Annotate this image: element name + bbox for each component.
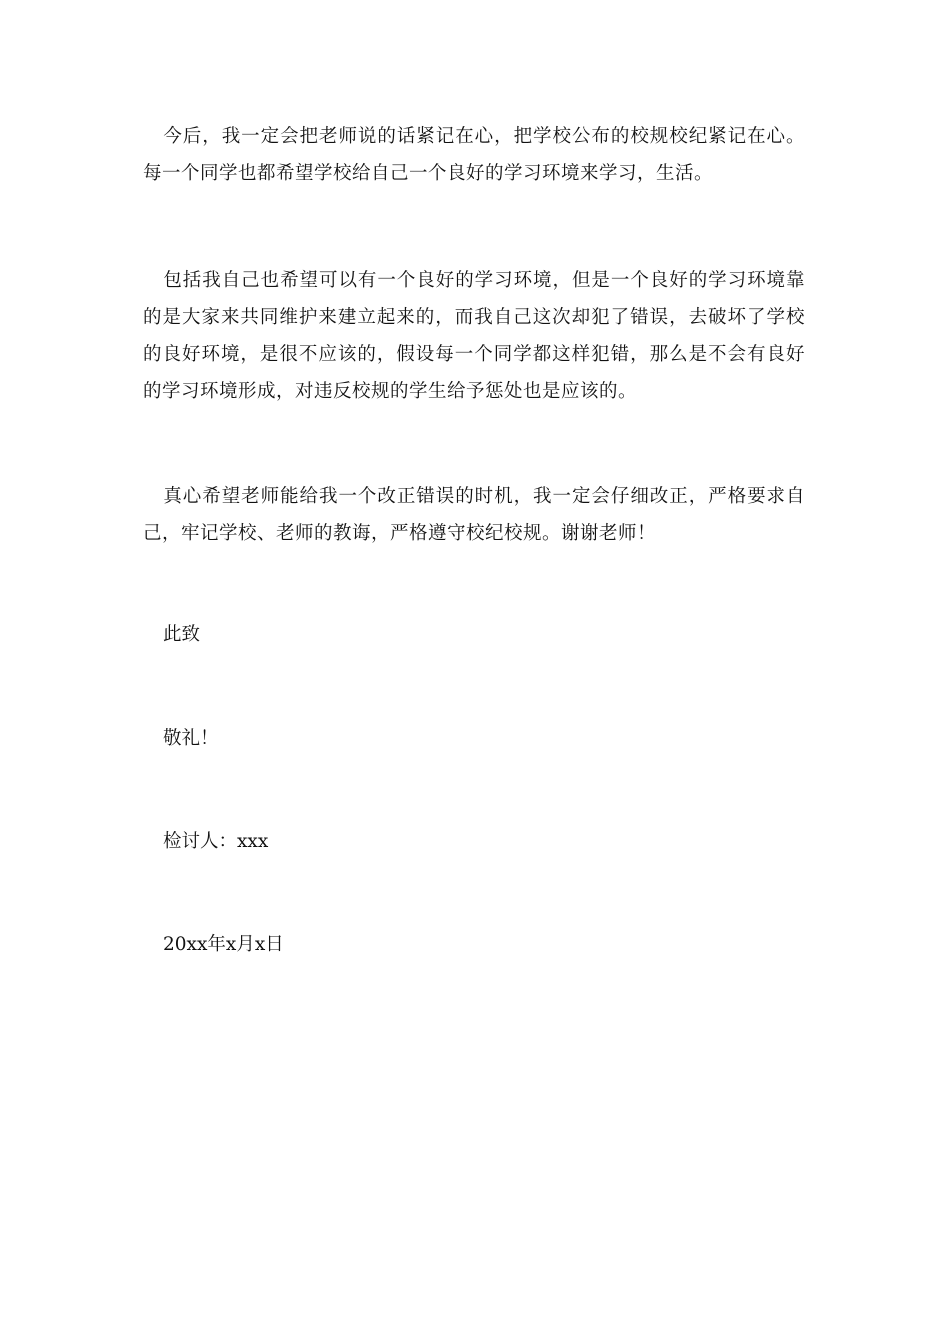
date-line: 20xx年x月x日 — [163, 934, 284, 955]
paragraph-promise: 今后，我一定会把老师说的话紧记在心，把学校公布的校规校纪紧记在心。每一个同学也都希望学校给自己一个良好的学习环境来学习，生活。 — [143, 126, 805, 184]
signature-line: 检讨人：xxx — [163, 831, 269, 852]
paragraph-environment: 包括我自己也希望可以有一个良好的学习环境，但是一个良好的学习环境靠的是大家来共同维护来建立起来的，而我自己这次却犯了错误，去破坏了学校的良好环境，是很不应该的，假设每一个同学都这样犯错，那么是不会有良好的学习环境形成，对违反校规的学生给予惩处也是应该的。 — [143, 270, 805, 402]
closing-phrase: 此致 — [163, 624, 201, 645]
salutation: 敬礼！ — [163, 728, 219, 749]
paragraph-request: 真心希望老师能给我一个改正错误的时机，我一定会仔细改正，严格要求自己，牢记学校、老师的教诲，严格遵守校纪校规。谢谢老师！ — [143, 486, 805, 544]
